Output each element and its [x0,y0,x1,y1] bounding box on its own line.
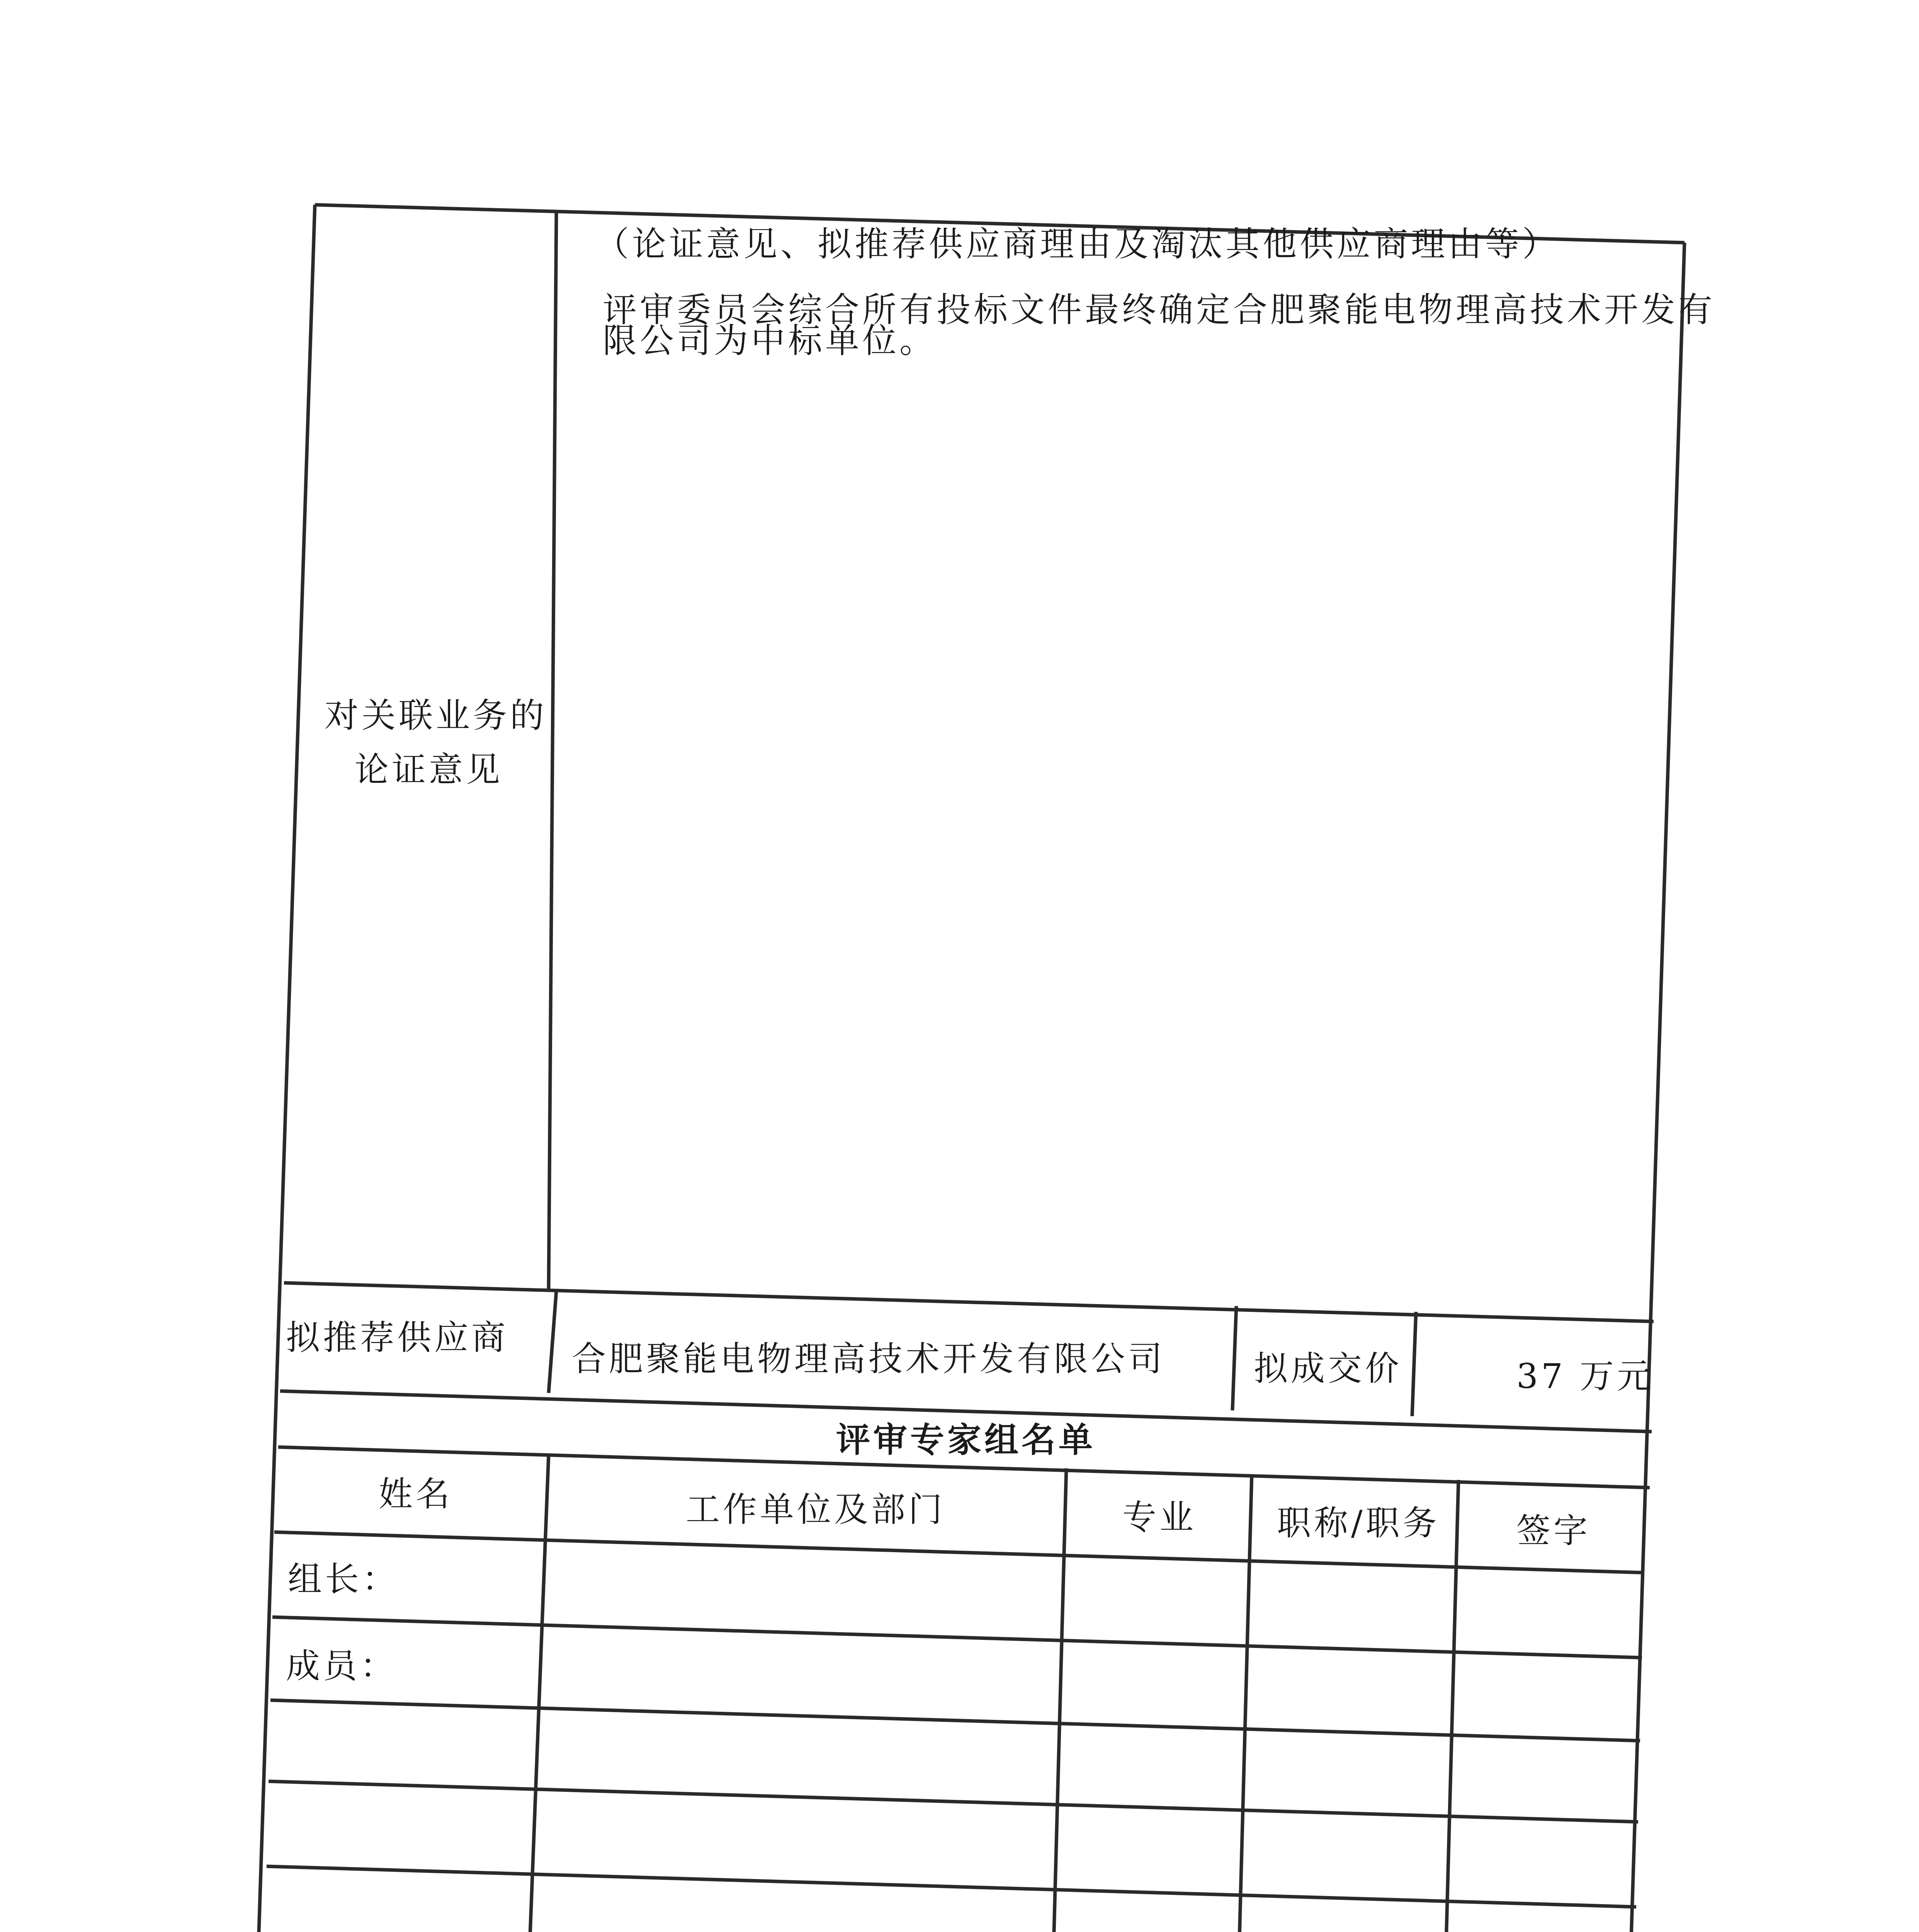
expert-row-leader-label: 组长： [288,1559,399,1599]
supplier-name: 合肥聚能电物理高技术开发有限公司 [572,1339,1166,1379]
experts-title: 评审专家组名单 [836,1420,1096,1460]
opinion-hint: （论证意见、拟推荐供应商理由及淘汰其他供应商理由等） [595,224,1560,264]
header-work-unit: 工作单位及部门 [686,1490,946,1529]
header-title-position: 职称/职务 [1277,1503,1440,1543]
header-signature: 签字 [1516,1511,1591,1551]
opinion-content-line2: 限公司为中标单位。 [603,321,937,361]
expert-row-member-label: 成员： [286,1646,398,1686]
price-value: 37 万元 [1516,1356,1654,1396]
header-name: 姓名 [379,1474,453,1514]
price-label: 拟成交价 [1254,1349,1402,1388]
opinion-content-line1: 评审委员会综合所有投标文件最终确定合肥聚能电物理高技术开发有 [603,290,1716,330]
supplier-label: 拟推荐供应商 [286,1318,509,1357]
header-major: 专业 [1122,1497,1197,1537]
opinion-row-label-line1: 对关联业务的 [325,696,547,735]
opinion-row-label-line2: 论证意见 [354,750,503,789]
